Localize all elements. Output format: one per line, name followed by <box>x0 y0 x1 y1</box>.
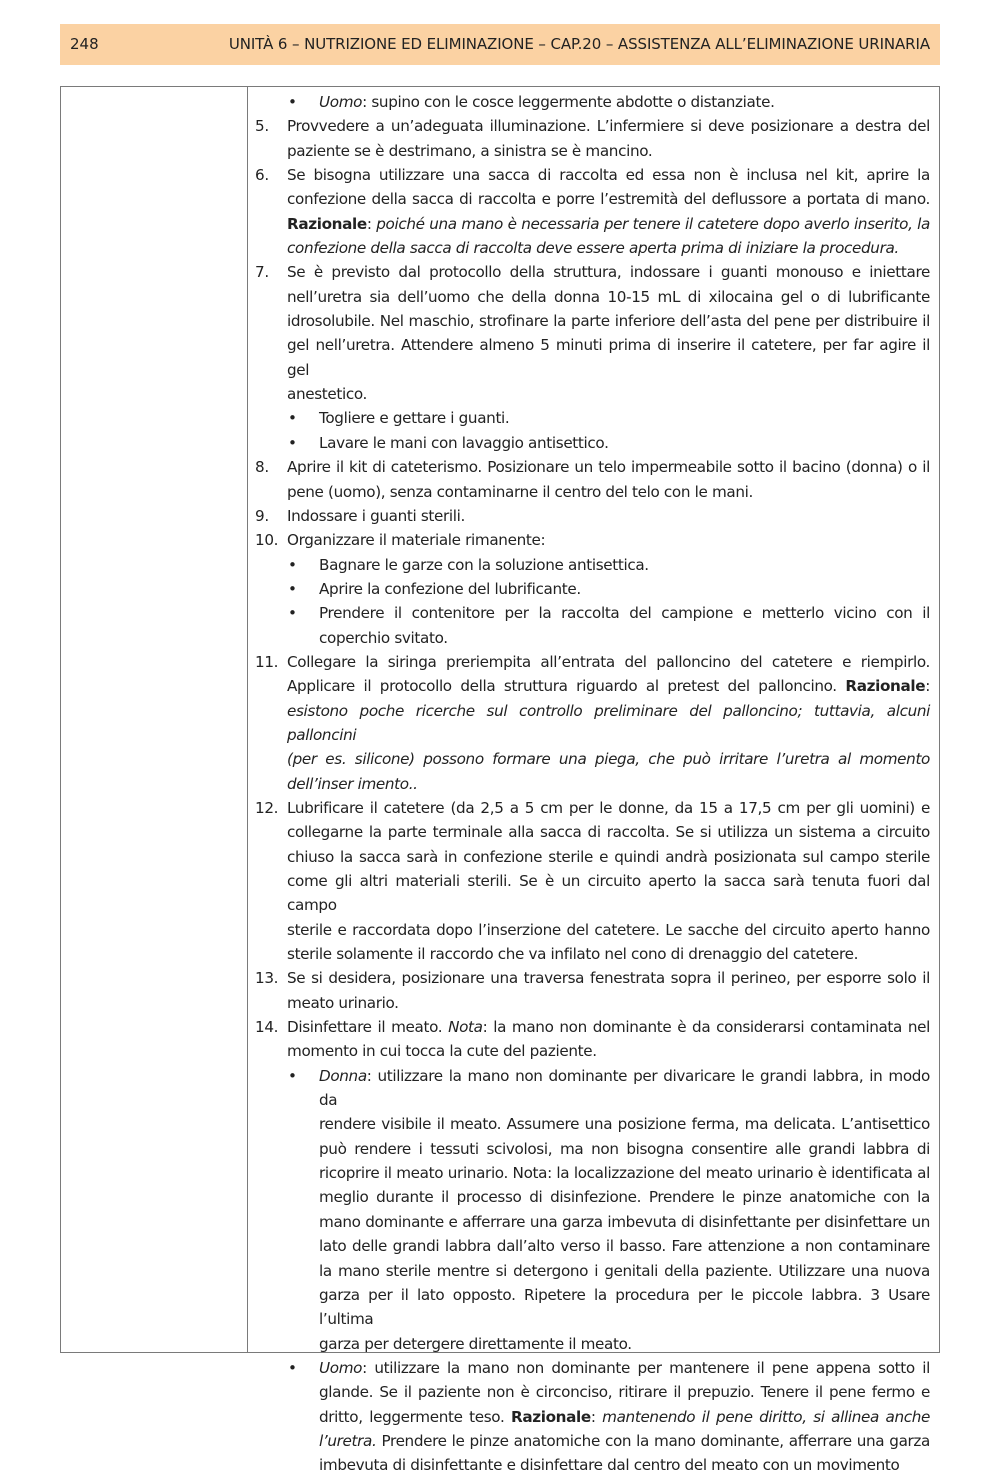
text-run: Lubrificare il catetere (da 2,5 a 5 cm per le donne, da 15 a 17,5 cm per gli uomini) e <box>287 798 930 817</box>
text-line <box>255 1161 930 1185</box>
text-line <box>255 650 930 674</box>
step-number: 8. <box>255 458 269 477</box>
italic-text: (per es. silicone) possono formare una piega, che può irritare l’uretra al momento <box>287 750 930 769</box>
text-line <box>255 236 930 260</box>
text-run: la mano sterile mentre si detergono i genitali della paziente. Utilizzare una nuova <box>319 1261 930 1280</box>
text-line <box>255 504 930 528</box>
procedure-steps <box>255 90 930 1478</box>
text-line <box>255 1380 930 1404</box>
text-line <box>255 139 930 163</box>
italic-text: dell’inser imento.. <box>287 774 418 793</box>
text-run: idrosolubile. Nel maschio, strofinare la parte inferiore dell’asta del pene per distribuire il <box>287 312 930 331</box>
text-line <box>255 455 930 479</box>
text-run: : <box>366 214 377 233</box>
step-number: 5. <box>255 117 269 136</box>
text-run: chiuso la sacca sarà in confezione sterile e quindi andrà posizionata sul campo sterile <box>287 847 930 866</box>
text-run: Disinfettare il meato. <box>287 1018 449 1037</box>
text-run: Provvedere a un’adeguata illuminazione. L’infermiere si deve posizionare a destra del <box>287 117 930 136</box>
text-run: anestetico. <box>287 385 368 404</box>
text-run: : <box>925 677 930 696</box>
text-run: glande. Se il paziente non è circonciso, ritirare il prepuzio. Tenere il pene fermo e <box>319 1383 930 1402</box>
text-line <box>255 942 930 966</box>
text-line <box>255 1259 930 1283</box>
text-run: Se è previsto dal protocollo della struttura, indossare i guanti monouso e iniettare <box>287 263 930 282</box>
text-run: Se bisogna utilizzare una sacca di raccolta ed essa non è inclusa nel kit, aprire la <box>287 166 930 185</box>
text-run: collegarne la parte terminale alla sacca di raccolta. Se si utilizza un sistema a circuito <box>287 823 930 842</box>
text-run: Indossare i guanti sterili. <box>287 506 465 525</box>
step-number: 9. <box>255 506 269 525</box>
procedure-table <box>60 86 940 1475</box>
text-line <box>255 918 930 942</box>
italic-text: Uomo <box>319 93 363 111</box>
text-line <box>255 820 930 844</box>
text-run: Se si desidera, posizionare una traversa fenestrata sopra il perineo, per esporre solo il <box>287 969 930 988</box>
bullet-marker: • <box>288 579 297 598</box>
text-line <box>255 1429 930 1453</box>
step-number: 11. <box>255 652 279 671</box>
bullet-marker: • <box>288 409 297 428</box>
text-line <box>255 1137 930 1161</box>
text-line <box>255 1064 930 1113</box>
text-run: Applicare il protocollo della struttura riguardo al pretest del palloncino. <box>287 677 846 696</box>
text-run: Aprire il kit di cateterismo. Posizionare un telo impermeabile sotto il bacino (donna) o il <box>287 458 930 477</box>
text-run: rendere visibile il meato. Assumere una posizione ferma, ma delicata. L’antisettico <box>319 1115 930 1134</box>
bullet-marker: • <box>288 555 297 574</box>
text-run: coperchio svitato. <box>319 628 448 647</box>
italic-text: Uomo <box>319 1358 363 1377</box>
italic-text: l’uretra. <box>319 1431 377 1450</box>
bold-text: Razionale <box>845 677 926 696</box>
text-line <box>255 1210 930 1234</box>
text-run: confezione della sacca di raccolta e porre l’estremità del deflussore a portata di mano. <box>287 190 930 209</box>
page-number: 248 <box>70 35 99 53</box>
text-line <box>255 966 930 990</box>
text-line <box>255 1039 930 1063</box>
table-left-cell <box>61 87 248 1352</box>
text-line <box>255 796 930 820</box>
text-line <box>255 1015 930 1039</box>
text-line <box>255 601 930 625</box>
text-line <box>255 528 930 552</box>
text-run: nell’uretra sia dell’uomo che della donna 10-15 mL di xilocaina gel o di lubrificante <box>287 287 930 306</box>
text-run: : utilizzare la mano non dominante per divaricare le grandi labbra, in modo da <box>319 1066 930 1110</box>
text-line <box>255 1405 930 1429</box>
text-line <box>255 1453 930 1477</box>
text-run: sterile e raccordata dopo l’inserzione del catetere. Le sacche del circuito aperto hanno <box>287 920 930 939</box>
text-run: Bagnare le garze con la soluzione antisettica. <box>319 555 649 574</box>
text-line <box>255 674 930 698</box>
text-run: Collegare la siringa preriempita all’entrata del palloncino del catetere e riempirlo. <box>287 652 930 671</box>
text-run: Aprire la confezione del lubrificante. <box>319 579 581 598</box>
text-run: meglio durante il processo di disinfezione. Prendere le pinze anatomiche con la <box>319 1188 930 1207</box>
text-line <box>255 1332 930 1356</box>
bullet-marker: • <box>288 1358 297 1377</box>
text-line <box>255 991 930 1015</box>
text-line <box>255 260 930 284</box>
italic-text: Donna <box>319 1066 367 1085</box>
step-number: 13. <box>255 969 279 988</box>
text-line <box>255 431 930 455</box>
text-run: pene (uomo), senza contaminarne il centro del telo con le mani. <box>287 482 753 501</box>
text-line <box>255 333 930 382</box>
text-line <box>255 1283 930 1332</box>
text-run: lato delle grandi labbra dall’alto verso il basso. Fare attenzione a non contaminare <box>319 1237 930 1256</box>
italic-text: mantenendo il pene diritto, si allinea anche <box>602 1407 931 1426</box>
text-run: garza per il lato opposto. Ripetere la procedura per le piccole labbra. 3 Usare l’ultima <box>319 1285 930 1329</box>
italic-text: confezione della sacca di raccolta deve essere aperta prima di iniziare la procedura. <box>287 239 899 258</box>
text-run: : la mano non dominante è da considerarsi contaminata nel <box>482 1018 930 1037</box>
text-line <box>255 1356 930 1380</box>
text-run: : <box>590 1407 603 1426</box>
text-run: gel nell’uretra. Attendere almeno 5 minuti prima di inserire il catetere, per far agire il gel <box>287 336 930 379</box>
text-line <box>255 869 930 918</box>
text-line <box>255 1112 930 1136</box>
text-run: mano dominante e afferrare una garza imbevuta di disinfettante per disinfettare un <box>319 1212 930 1231</box>
text-run: ricoprire il meato urinario. Nota: la localizzazione del meato urinario è identificata al <box>319 1164 930 1183</box>
italic-text: poiché una mano è necessaria per tenere il catetere dopo averlo inserito, la <box>376 214 930 233</box>
text-run: imbevuta di disinfettante e disinfettare dal centro del meato con un movimento <box>319 1456 900 1475</box>
text-line <box>255 772 930 796</box>
step-number: 7. <box>255 263 269 282</box>
text-run: : utilizzare la mano non dominante per mantenere il pene appena sotto il <box>362 1358 930 1377</box>
bullet-marker: • <box>288 433 297 452</box>
bold-text: Razionale <box>511 1407 591 1426</box>
text-line <box>255 1234 930 1258</box>
text-line <box>255 90 930 114</box>
text-run: Prendere il contenitore per la raccolta del campione e metterlo vicino con il <box>319 604 930 623</box>
text-line <box>255 845 930 869</box>
text-run: garza per detergere direttamente il meato. <box>319 1334 632 1353</box>
text-line <box>255 747 930 771</box>
text-line <box>255 577 930 601</box>
text-run: sterile solamente il raccordo che va infilato nel cono di drenaggio del catetere. <box>287 945 859 964</box>
step-number: 14. <box>255 1018 279 1037</box>
text-line <box>255 285 930 309</box>
step-number: 6. <box>255 166 269 185</box>
text-line <box>255 187 930 211</box>
bold-text: Razionale <box>287 214 367 233</box>
chapter-title: UNITÀ 6 – NUTRIZIONE ED ELIMINAZIONE – CAP.20 – ASSISTENZA ALL’ELIMINAZIONE URINARIA <box>228 35 930 53</box>
text-line <box>255 1185 930 1209</box>
text-run: Organizzare il materiale rimanente: <box>287 531 546 550</box>
text-line <box>255 699 930 748</box>
italic-text: esistono poche ricerche sul controllo preliminare del palloncino; tuttavia, alcuni palloncini <box>287 701 930 744</box>
step-number: 10. <box>255 531 279 550</box>
text-line <box>255 626 930 650</box>
text-run: Prendere le pinze anatomiche con la mano dominante, afferrare una garza <box>376 1431 930 1450</box>
text-run: : supino con le cosce leggermente abdotte o distanziate. <box>362 93 775 111</box>
text-run: può rendere i tessuti scivolosi, ma non bisogna consentire alle grandi labbra di <box>319 1139 930 1158</box>
text-run: meato urinario. <box>287 993 399 1012</box>
text-run: Togliere e gettare i guanti. <box>319 409 510 428</box>
text-run: dritto, leggermente teso. <box>319 1407 511 1426</box>
text-line <box>255 406 930 430</box>
text-line <box>255 480 930 504</box>
text-line <box>255 163 930 187</box>
page-header <box>60 24 940 65</box>
text-line <box>255 212 930 236</box>
bullet-marker: • <box>288 1066 297 1085</box>
text-line <box>255 309 930 333</box>
text-run: Lavare le mani con lavaggio antisettico. <box>319 433 609 452</box>
bullet-marker: • <box>288 604 297 623</box>
text-run: come gli altri materiali sterili. Se è un circuito aperto la sacca sarà tenuta fuori dal campo <box>287 872 930 915</box>
text-line <box>255 114 930 138</box>
bullet-marker: • <box>288 93 297 111</box>
step-number: 12. <box>255 798 279 817</box>
text-line <box>255 553 930 577</box>
text-line <box>255 382 930 406</box>
text-run: momento in cui tocca la cute del paziente. <box>287 1042 597 1061</box>
text-run: paziente se è destrimano, a sinistra se è mancino. <box>287 141 653 160</box>
italic-text: Nota <box>448 1018 483 1037</box>
